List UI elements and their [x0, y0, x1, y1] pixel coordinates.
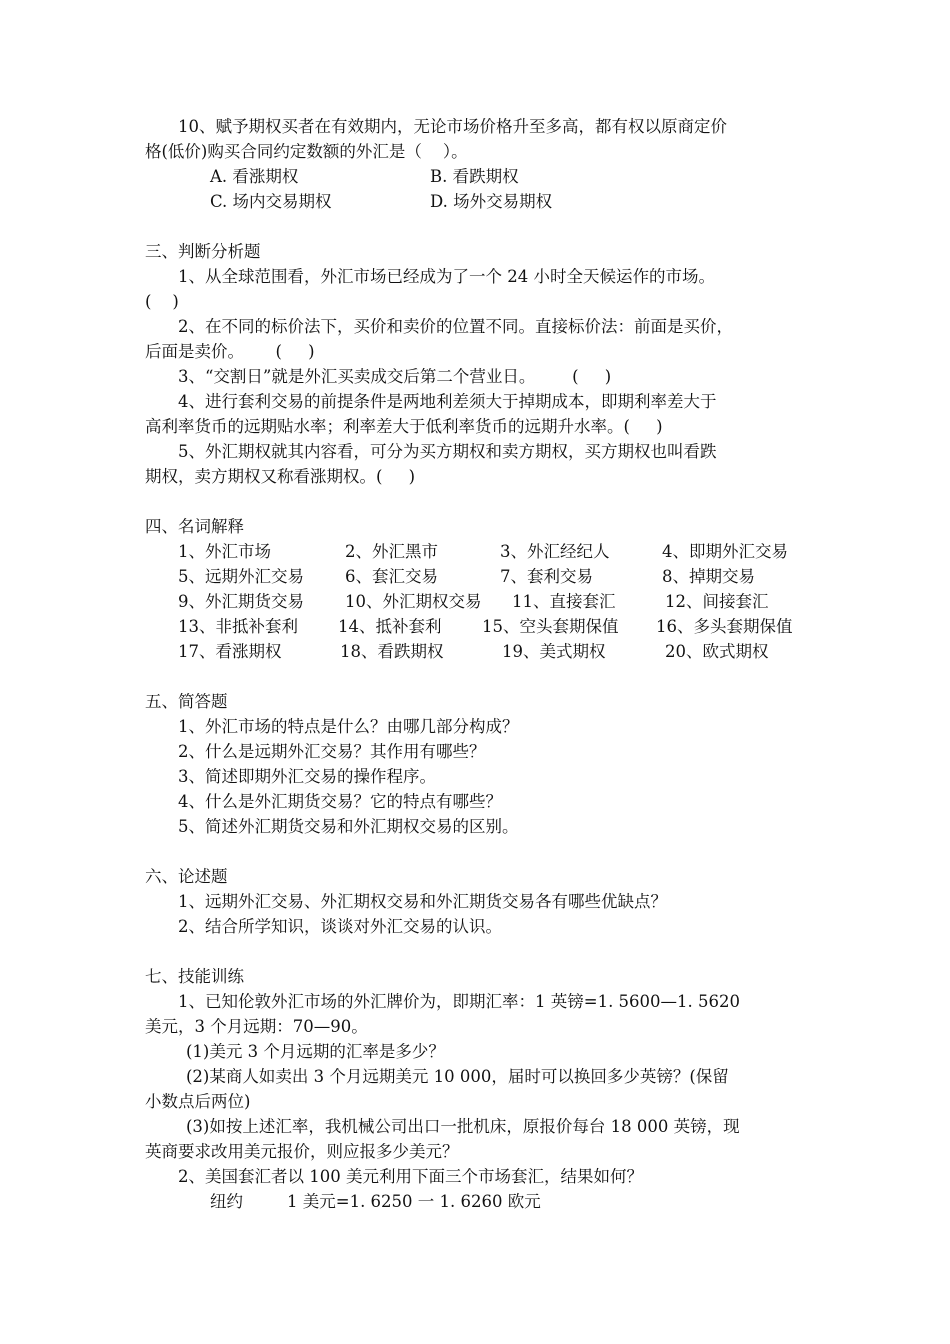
term-item: 8、掉期交易: [662, 567, 755, 586]
section5-line: 1、外汇市场的特点是什么？由哪几部分构成？: [178, 717, 519, 736]
term-item: 2、外汇黑市: [345, 542, 438, 561]
q10-option-a: A. 看涨期权: [210, 167, 299, 186]
section7-q1-line-1: 1、已知伦敦外汇市场的外汇牌价为，即期汇率：1 英镑=1. 5600—1. 5620: [178, 992, 741, 1011]
term-item: 17、看涨期权: [178, 642, 282, 661]
term-item: 9、外汇期货交易: [178, 592, 304, 611]
section3-title: 三、判断分析题: [145, 242, 261, 261]
q10-option-c: C. 场内交易期权: [210, 192, 332, 211]
term-item: 16、多头套期保值: [656, 617, 793, 636]
section3-line: 4、进行套利交易的前提条件是两地利差须大于掉期成本，即期利率差大于: [178, 392, 717, 411]
term-item: 6、套汇交易: [345, 567, 438, 586]
section7-q2-market: 纽约: [210, 1192, 243, 1211]
term-item: 13、非抵补套利: [178, 617, 298, 636]
section5-line: 4、什么是外汇期货交易？它的特点有哪些？: [178, 792, 502, 811]
term-item: 4、即期外汇交易: [662, 542, 788, 561]
section3-line: 高利率货币的远期贴水率；利率差大于低利率货币的远期升水率。( ): [145, 417, 663, 436]
section7-q1-sub-2-line-2: 小数点后两位): [145, 1092, 251, 1111]
term-item: 3、外汇经纪人: [500, 542, 610, 561]
section3-line: 3、“交割日”就是外汇买卖成交后第二个营业日。 ( ): [178, 367, 612, 386]
section3-line: 后面是卖价。 ( ): [145, 342, 315, 361]
term-item: 14、抵补套利: [338, 617, 442, 636]
section7-q1-sub-2-line-1: (2)某商人如卖出 3 个月远期美元 10 000，届时可以换回多少英镑？(保留: [186, 1067, 729, 1086]
section7-q1-sub-1: (1)美元 3 个月远期的汇率是多少？: [186, 1042, 445, 1061]
section3-line: 2、在不同的标价法下，买价和卖价的位置不同。直接标价法：前面是买价，: [178, 317, 733, 336]
term-item: 20、欧式期权: [665, 642, 769, 661]
q10-line-1: 10、赋予期权买者在有效期内，无论市场价格升至多高，都有权以原商定价: [178, 117, 727, 136]
term-item: 10、外汇期权交易: [345, 592, 482, 611]
section7-title: 七、技能训练: [145, 967, 244, 986]
section3-line: 1、从全球范围看，外汇市场已经成为了一个 24 小时全天候运作的市场。: [178, 267, 715, 286]
section5-line: 3、简述即期外汇交易的操作程序。: [178, 767, 436, 786]
section3-line: ( ): [145, 292, 179, 311]
term-item: 18、看跌期权: [340, 642, 444, 661]
section5-line: 2、什么是远期外汇交易？其作用有哪些？: [178, 742, 486, 761]
section7-q1-line-2: 美元，3 个月远期：70—90。: [145, 1017, 368, 1036]
term-item: 7、套利交易: [500, 567, 593, 586]
section7-q1-sub-3-line-2: 英商要求改用美元报价，则应报多少美元？: [145, 1142, 459, 1161]
section7-q2-line-1: 2、美国套汇者以 100 美元利用下面三个市场套汇，结果如何？: [178, 1167, 643, 1186]
term-item: 1、外汇市场: [178, 542, 271, 561]
section6-line: 2、结合所学知识，谈谈对外汇交易的认识。: [178, 917, 502, 936]
term-item: 12、间接套汇: [665, 592, 769, 611]
section6-line: 1、远期外汇交易、外汇期权交易和外汇期货交易各有哪些优缺点？: [178, 892, 667, 911]
q10-line-2: 格(低价)购买合同约定数额的外汇是（ ）。: [145, 142, 468, 161]
section5-title: 五、简答题: [145, 692, 228, 711]
section3-line: 期权，卖方期权又称看涨期权。( ): [145, 467, 416, 486]
section6-title: 六、论述题: [145, 867, 228, 886]
term-item: 5、远期外汇交易: [178, 567, 304, 586]
q10-option-d: D. 场外交易期权: [430, 192, 553, 211]
q10-option-b: B. 看跌期权: [430, 167, 519, 186]
section3-line: 5、外汇期权就其内容看，可分为买方期权和卖方期权，买方期权也叫看跌: [178, 442, 717, 461]
section4-title: 四、名词解释: [145, 517, 244, 536]
term-item: 15、空头套期保值: [482, 617, 619, 636]
term-item: 19、美式期权: [502, 642, 606, 661]
term-item: 11、直接套汇: [512, 592, 616, 611]
section5-line: 5、简述外汇期货交易和外汇期权交易的区别。: [178, 817, 519, 836]
section7-q2-rate: 1 美元=1. 6250 一 1. 6260 欧元: [287, 1192, 541, 1211]
section7-q1-sub-3-line-1: (3)如按上述汇率，我机械公司出口一批机床，原报价每台 18 000 英镑，现: [186, 1117, 740, 1136]
